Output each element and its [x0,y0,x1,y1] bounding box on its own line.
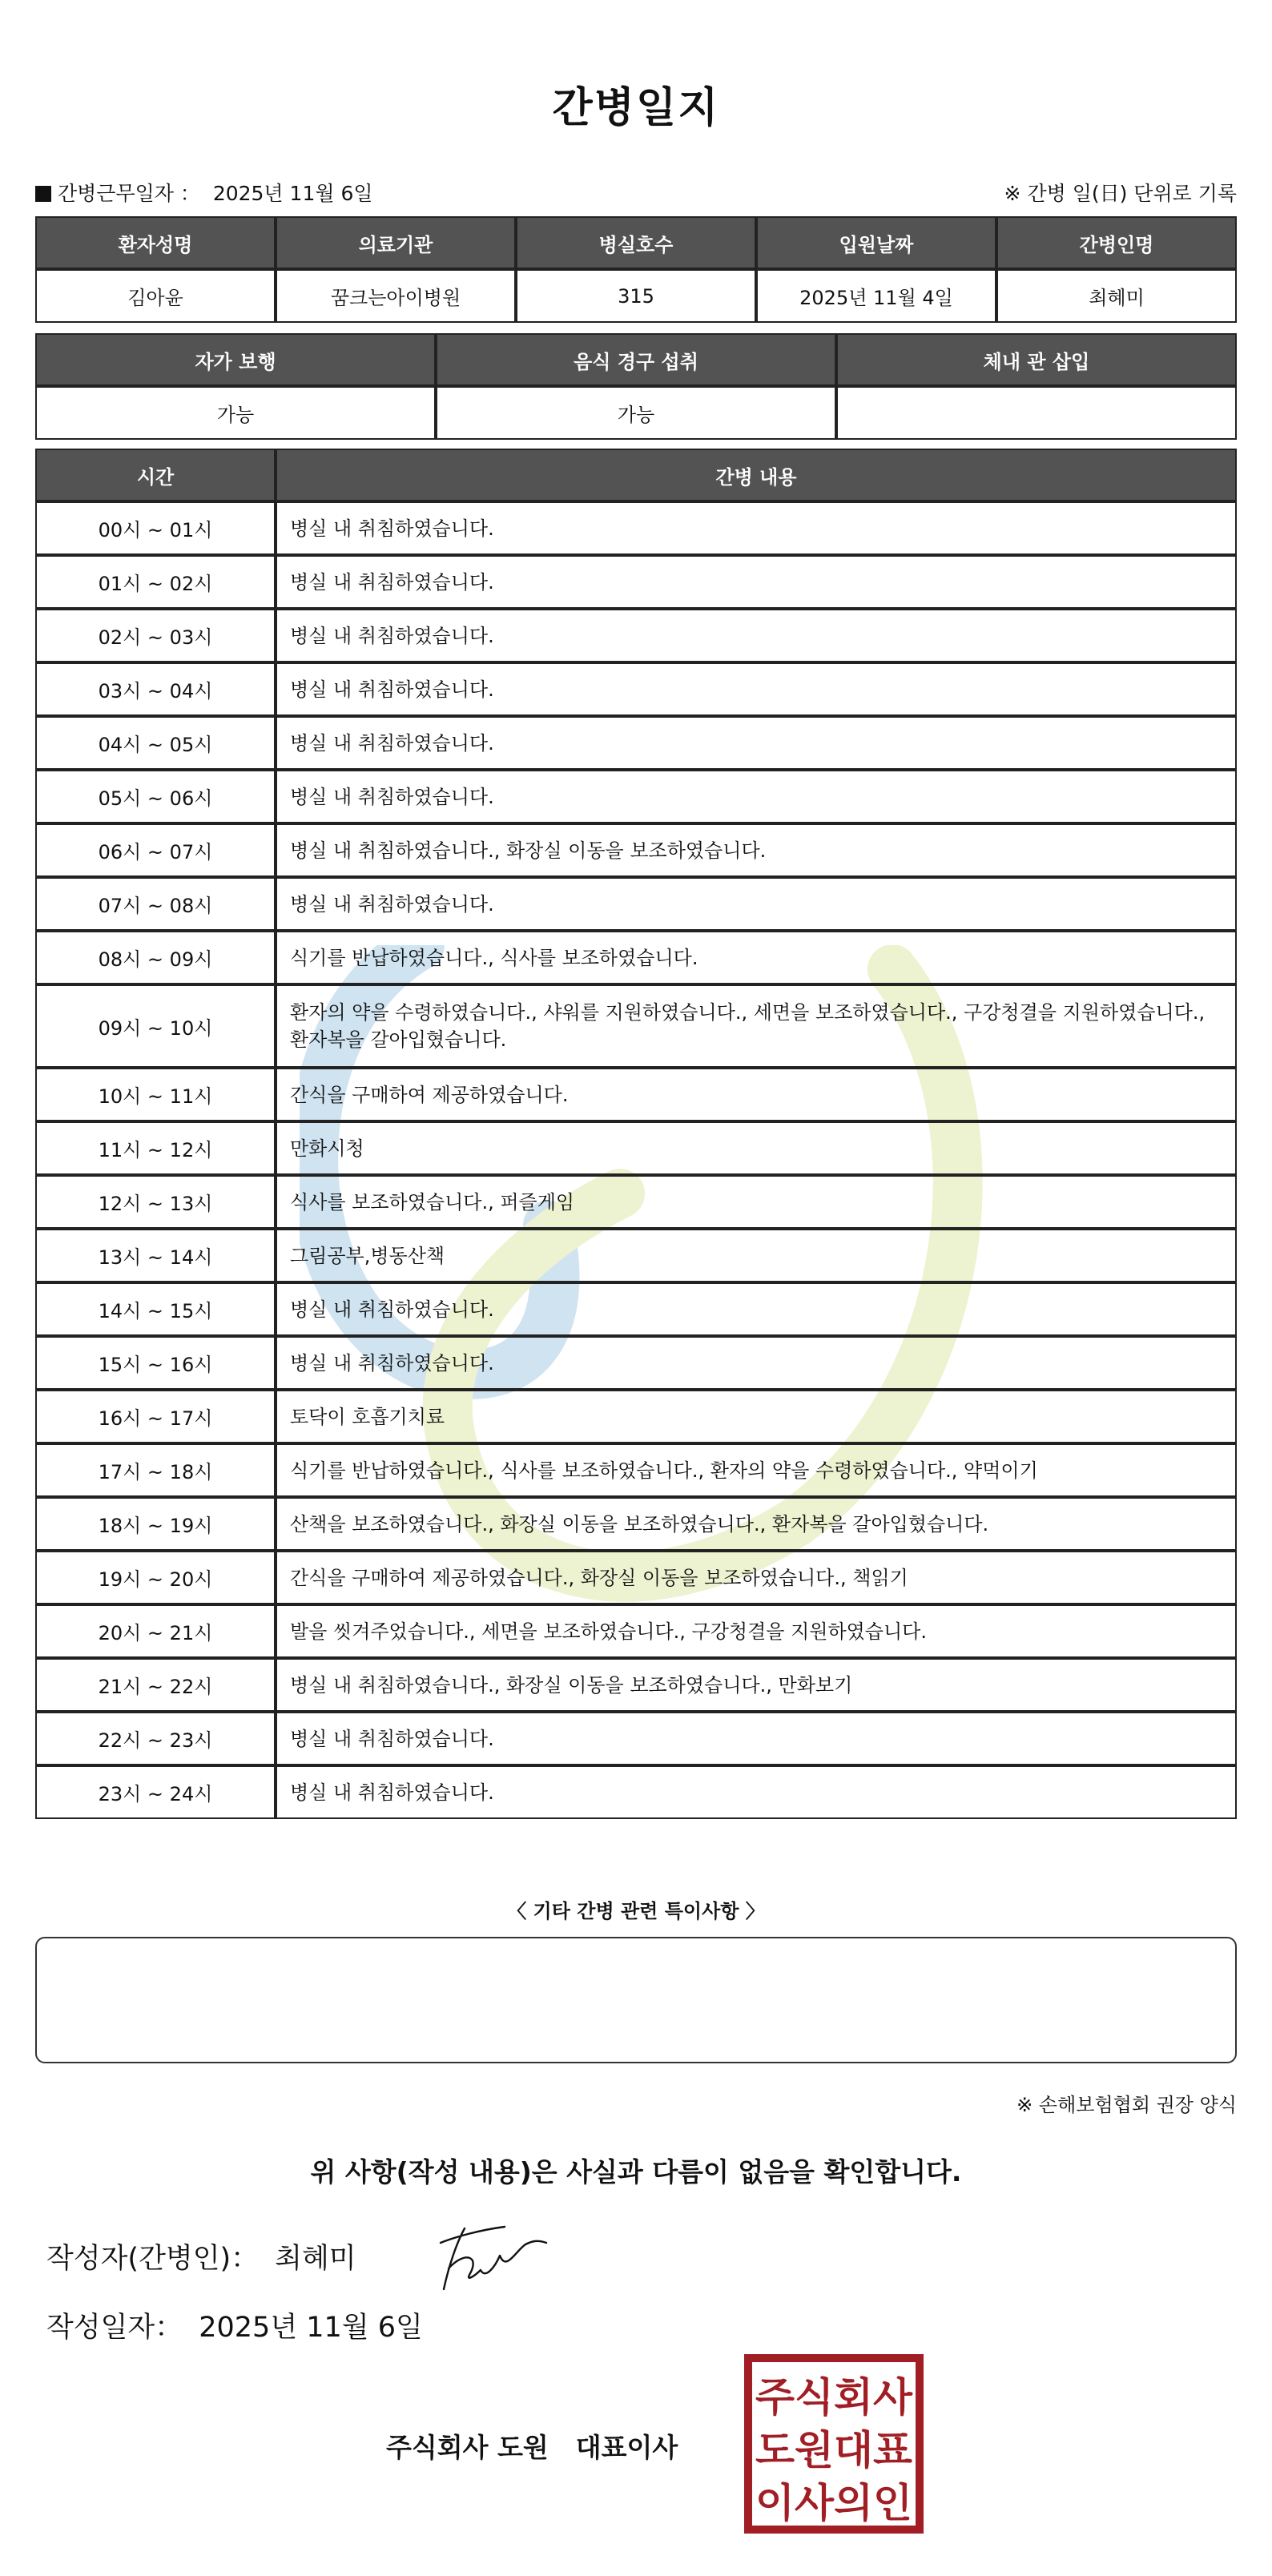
ceo-title: 대표이사 [575,2432,678,2463]
writer-label: 작성자(간병인)： [46,2243,260,2275]
time-cell: 11시 ~ 12시 [35,1121,276,1175]
svg-text:도원대표: 도원대표 [755,2427,913,2473]
care-content-cell: 식사를 보조하였습니다., 퍼즐게임 [276,1175,1237,1229]
time-cell: 10시 ~ 11시 [35,1068,276,1121]
care-rows [35,501,1237,1819]
work-date [35,178,373,207]
square-bullet-icon [35,186,51,202]
care-content-cell: 병실 내 취침하였습니다. [276,1712,1237,1765]
writer-line [46,2236,356,2276]
care-content-cell: 병실 내 취침하였습니다. [276,1765,1237,1819]
unit-note: ※ 간병 일(日) 단위로 기록 [1004,182,1237,205]
table-row [35,1443,1237,1497]
svg-text:주식회사: 주식회사 [755,2374,913,2421]
writer-name: 최혜미 [275,2243,356,2275]
time-cell: 03시 ~ 04시 [35,662,276,716]
table-row [35,770,1237,823]
care-schedule-table [35,449,1237,1819]
care-content-cell: 간식을 구매하여 제공하였습니다., 화장실 이동을 보조하였습니다., 책읽기 [276,1551,1237,1604]
time-cell: 22시 ~ 23시 [35,1712,276,1765]
table-row [35,609,1237,662]
walking-value: 가능 [35,386,436,440]
handwritten-signature-icon [433,2219,553,2299]
room-number: 315 [516,269,756,323]
time-cell: 01시 ~ 02시 [35,555,276,609]
header-time: 시간 [35,449,276,501]
table-row [35,1658,1237,1712]
table-row [35,1336,1237,1390]
header-oral-intake: 음식 경구 섭취 [436,333,836,386]
time-cell: 06시 ~ 07시 [35,823,276,877]
header-caregiver: 간병인명 [996,216,1237,269]
table-row [35,1551,1237,1604]
table-row [35,1497,1237,1551]
table-row [35,984,1237,1068]
header-admission-date: 입원날짜 [756,216,996,269]
confirm-statement: 위 사항(작성 내용)은 사실과 다름이 없음을 확인합니다. [310,2156,962,2188]
care-content-cell: 만화시청 [276,1121,1237,1175]
care-content-cell: 병실 내 취침하였습니다. [276,877,1237,931]
work-date-value: 2025년 11월 6일 [212,182,373,205]
time-cell: 09시 ~ 10시 [35,984,276,1068]
caregiver-name: 최혜미 [996,269,1237,323]
time-cell: 13시 ~ 14시 [35,1229,276,1282]
table-row [35,823,1237,877]
care-content-cell: 병실 내 취침하였습니다. [276,501,1237,555]
table-row [35,1068,1237,1121]
work-date-label: 간병근무일자 ： [58,182,200,205]
table-row [35,1390,1237,1443]
time-cell: 08시 ~ 09시 [35,931,276,984]
written-date-line [46,2305,423,2345]
header-patient-name: 환자성명 [35,216,276,269]
time-cell: 00시 ~ 01시 [35,501,276,555]
page-title: 간병일지 [552,84,720,132]
oral-intake-value: 가능 [436,386,836,440]
time-cell: 15시 ~ 16시 [35,1336,276,1390]
notes-box [35,1937,1237,2063]
table-row [35,501,1237,555]
header-care-content: 간병 내용 [276,449,1237,501]
company-seal-icon [743,2353,924,2534]
table-row [35,1765,1237,1819]
care-content-cell: 병실 내 취침하였습니다., 화장실 이동을 보조하였습니다. [276,823,1237,877]
time-cell: 14시 ~ 15시 [35,1282,276,1336]
ability-table [35,333,1237,440]
time-cell: 20시 ~ 21시 [35,1604,276,1658]
patient-name: 김아윤 [35,269,276,323]
table-row [35,1282,1237,1336]
time-cell: 05시 ~ 06시 [35,770,276,823]
date-label: 작성일자： [46,2312,183,2344]
recommend-note: ※ 손해보험협회 권장 양식 [1016,2094,1237,2116]
care-content-cell: 병실 내 취침하였습니다. [276,770,1237,823]
table-row [35,877,1237,931]
care-content-cell: 간식을 구매하여 제공하였습니다. [276,1068,1237,1121]
table-row [35,1121,1237,1175]
company-name: 주식회사 도원 [386,2432,549,2463]
time-cell: 07시 ~ 08시 [35,877,276,931]
table-row [35,931,1237,984]
admission-date: 2025년 11월 4일 [756,269,996,323]
time-cell: 16시 ~ 17시 [35,1390,276,1443]
table-row [35,662,1237,716]
care-content-cell: 식기를 반납하였습니다., 식사를 보조하였습니다. [276,931,1237,984]
svg-text:이사의인: 이사의인 [755,2480,912,2526]
time-cell: 02시 ~ 03시 [35,609,276,662]
care-content-cell: 병실 내 취침하였습니다., 화장실 이동을 보조하였습니다., 만화보기 [276,1658,1237,1712]
time-cell: 04시 ~ 05시 [35,716,276,770]
care-content-cell: 병실 내 취침하였습니다. [276,716,1237,770]
header-walking: 자가 보행 [35,333,436,386]
header-tube: 체내 관 삽입 [836,333,1237,386]
care-content-cell: 환자의 약을 수령하였습니다., 샤워를 지원하였습니다., 세면을 보조하였습니다., 구강청결을 지원하였습니다., 환자복을 갈아입혔습니다. [276,984,1237,1068]
header-room: 병실호수 [516,216,756,269]
table-row [35,1712,1237,1765]
care-content-cell: 병실 내 취침하였습니다. [276,609,1237,662]
time-cell: 17시 ~ 18시 [35,1443,276,1497]
patient-info-table [35,216,1237,323]
time-cell: 21시 ~ 22시 [35,1658,276,1712]
notes-title: 〈 기타 간병 관련 특이사항 〉 [507,1900,765,1922]
care-content-cell: 식기를 반납하였습니다., 식사를 보조하였습니다., 환자의 약을 수령하였습니다., 약먹이기 [276,1443,1237,1497]
time-cell: 18시 ~ 19시 [35,1497,276,1551]
time-cell: 23시 ~ 24시 [35,1765,276,1819]
care-content-cell: 그림공부,병동산책 [276,1229,1237,1282]
time-cell: 19시 ~ 20시 [35,1551,276,1604]
care-content-cell: 토닥이 호흡기치료 [276,1390,1237,1443]
table-row [35,716,1237,770]
company-line [386,2427,678,2465]
header-hospital: 의료기관 [276,216,516,269]
table-row [35,555,1237,609]
date-value: 2025년 11월 6일 [199,2312,423,2344]
table-row [35,1229,1237,1282]
time-cell: 12시 ~ 13시 [35,1175,276,1229]
care-content-cell: 병실 내 취침하였습니다. [276,1282,1237,1336]
table-row [35,1604,1237,1658]
tube-value [836,386,1237,440]
care-content-cell: 병실 내 취침하였습니다. [276,662,1237,716]
hospital-name: 꿈크는아이병원 [276,269,516,323]
care-content-cell: 산책을 보조하였습니다., 화장실 이동을 보조하였습니다., 환자복을 갈아입혔습니다. [276,1497,1237,1551]
table-row [35,1175,1237,1229]
care-content-cell: 병실 내 취침하였습니다. [276,1336,1237,1390]
care-content-cell: 병실 내 취침하였습니다. [276,555,1237,609]
care-content-cell: 발을 씻겨주었습니다., 세면을 보조하였습니다., 구강청결을 지원하였습니다. [276,1604,1237,1658]
